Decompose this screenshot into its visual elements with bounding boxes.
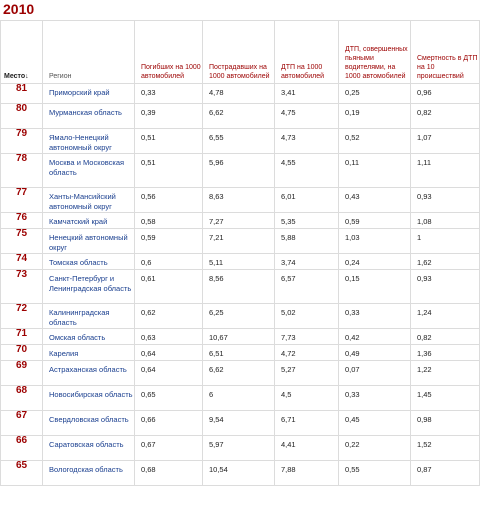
accidents-cell: 3,41 [275, 84, 339, 104]
drunk-cell: 0,45 [339, 411, 411, 436]
region-link[interactable]: Калининградская область [49, 308, 110, 327]
deaths-cell: 0,33 [135, 84, 203, 104]
region-cell [43, 188, 135, 213]
deaths-cell: 0,39 [135, 104, 203, 129]
drunk-cell: 0,55 [339, 461, 411, 486]
rank-cell: 71 [1, 329, 43, 345]
region-cell [43, 329, 135, 345]
rank-cell: 68 [1, 386, 43, 411]
deaths-cell: 0,58 [135, 213, 203, 229]
table-row [1, 411, 480, 436]
injured-cell: 6,62 [203, 104, 275, 129]
mortality-cell: 0,96 [411, 84, 480, 104]
accidents-cell: 3,74 [275, 254, 339, 270]
mortality-cell: 0,82 [411, 104, 480, 129]
region-cell [43, 254, 135, 270]
table-row [1, 254, 480, 270]
table-row [1, 461, 480, 486]
deaths-cell: 0,6 [135, 254, 203, 270]
accidents-cell: 5,27 [275, 361, 339, 386]
deaths-cell: 0,68 [135, 461, 203, 486]
accidents-cell: 6,01 [275, 188, 339, 213]
header-drunk: ДТП, совершенных пьяными водителями, на 1000 автомобилей [339, 21, 411, 84]
region-link[interactable]: Вологодская область [49, 465, 123, 474]
accidents-cell: 4,73 [275, 129, 339, 154]
deaths-cell: 0,56 [135, 188, 203, 213]
injured-cell: 7,27 [203, 213, 275, 229]
accidents-cell: 5,88 [275, 229, 339, 254]
region-cell [43, 461, 135, 486]
drunk-cell: 0,22 [339, 436, 411, 461]
injured-cell: 9,54 [203, 411, 275, 436]
rank-cell: 67 [1, 411, 43, 436]
accidents-cell: 4,55 [275, 154, 339, 188]
region-cell [43, 361, 135, 386]
table-body [1, 84, 480, 486]
accidents-cell: 5,35 [275, 213, 339, 229]
accidents-cell: 7,73 [275, 329, 339, 345]
mortality-cell: 0,87 [411, 461, 480, 486]
table-header-row [1, 21, 480, 84]
region-link[interactable]: Приморский край [49, 88, 110, 97]
mortality-cell: 0,82 [411, 329, 480, 345]
injured-cell: 8,56 [203, 270, 275, 304]
region-cell [43, 304, 135, 329]
header-rank-label[interactable]: Место [4, 73, 26, 80]
rank-cell: 74 [1, 254, 43, 270]
drunk-cell: 0,24 [339, 254, 411, 270]
region-link[interactable]: Саратовская область [49, 440, 124, 449]
mortality-cell: 1,22 [411, 361, 480, 386]
header-injured: Пострадавших на 1000 автомобилей [203, 21, 275, 84]
table-row [1, 436, 480, 461]
rank-cell: 65 [1, 461, 43, 486]
header-mortality: Смертность в ДТП на 10 происшествий [411, 21, 480, 84]
drunk-cell: 0,43 [339, 188, 411, 213]
region-link[interactable]: Карелия [49, 349, 79, 358]
drunk-cell: 0,33 [339, 386, 411, 411]
accidents-cell: 5,02 [275, 304, 339, 329]
mortality-cell: 0,98 [411, 411, 480, 436]
injured-cell: 6,51 [203, 345, 275, 361]
region-link[interactable]: Омская область [49, 333, 106, 342]
table-row [1, 129, 480, 154]
region-cell [43, 345, 135, 361]
injured-cell: 5,97 [203, 436, 275, 461]
region-cell [43, 229, 135, 254]
drunk-cell: 0,49 [339, 345, 411, 361]
rank-cell: 72 [1, 304, 43, 329]
region-link[interactable]: Санкт-Петербург и Ленинградская область [49, 274, 132, 293]
accidents-cell: 6,57 [275, 270, 339, 304]
injured-cell: 6 [203, 386, 275, 411]
deaths-cell: 0,51 [135, 154, 203, 188]
rank-cell: 80 [1, 104, 43, 129]
region-link[interactable]: Свердловская область [49, 415, 129, 424]
injured-cell: 6,62 [203, 361, 275, 386]
rank-cell: 79 [1, 129, 43, 154]
injured-cell: 7,21 [203, 229, 275, 254]
rank-cell: 78 [1, 154, 43, 188]
rank-cell: 70 [1, 345, 43, 361]
injured-cell: 10,67 [203, 329, 275, 345]
deaths-cell: 0,65 [135, 386, 203, 411]
deaths-cell: 0,64 [135, 345, 203, 361]
rank-cell: 76 [1, 213, 43, 229]
drunk-cell: 0,19 [339, 104, 411, 129]
rank-cell: 75 [1, 229, 43, 254]
mortality-cell: 1,11 [411, 154, 480, 188]
sort-arrow-icon[interactable]: ↓ [25, 73, 29, 80]
table-row [1, 361, 480, 386]
mortality-cell: 1,24 [411, 304, 480, 329]
header-region: Регион [43, 21, 135, 84]
mortality-cell: 1,08 [411, 213, 480, 229]
region-cell [43, 84, 135, 104]
mortality-cell: 1,36 [411, 345, 480, 361]
injured-cell: 4,78 [203, 84, 275, 104]
region-link[interactable]: Томская область [49, 258, 108, 267]
deaths-cell: 0,62 [135, 304, 203, 329]
accidents-cell: 4,5 [275, 386, 339, 411]
region-cell [43, 386, 135, 411]
region-link[interactable]: Ханты-Мансийский автономный округ [49, 192, 116, 211]
table-row [1, 229, 480, 254]
region-link[interactable]: Ненецкий автономный округ [49, 233, 128, 252]
deaths-cell: 0,59 [135, 229, 203, 254]
region-link[interactable]: Камчатский край [49, 217, 108, 226]
ranking-table [0, 20, 480, 486]
region-link[interactable]: Астраханская область [49, 365, 127, 374]
rank-cell: 66 [1, 436, 43, 461]
injured-cell: 5,11 [203, 254, 275, 270]
table-row [1, 84, 480, 104]
drunk-cell: 1,03 [339, 229, 411, 254]
region-cell [43, 436, 135, 461]
mortality-cell: 1 [411, 229, 480, 254]
injured-cell: 6,55 [203, 129, 275, 154]
drunk-cell: 0,59 [339, 213, 411, 229]
header-rank[interactable] [1, 21, 43, 84]
accidents-cell: 7,88 [275, 461, 339, 486]
drunk-cell: 0,52 [339, 129, 411, 154]
region-cell [43, 154, 135, 188]
injured-cell: 8,63 [203, 188, 275, 213]
drunk-cell: 0,11 [339, 154, 411, 188]
drunk-cell: 0,42 [339, 329, 411, 345]
injured-cell: 6,25 [203, 304, 275, 329]
drunk-cell: 0,33 [339, 304, 411, 329]
drunk-cell: 0,07 [339, 361, 411, 386]
region-link[interactable]: Новосибирская область [49, 390, 133, 399]
mortality-cell: 1,45 [411, 386, 480, 411]
rank-cell: 77 [1, 188, 43, 213]
accidents-cell: 4,75 [275, 104, 339, 129]
deaths-cell: 0,67 [135, 436, 203, 461]
deaths-cell: 0,61 [135, 270, 203, 304]
drunk-cell: 0,15 [339, 270, 411, 304]
region-link[interactable]: Мурманская область [49, 108, 122, 117]
deaths-cell: 0,66 [135, 411, 203, 436]
mortality-cell: 1,52 [411, 436, 480, 461]
drunk-cell: 0,25 [339, 84, 411, 104]
header-accidents: ДТП на 1000 автомобилей [275, 21, 339, 84]
mortality-cell: 1,07 [411, 129, 480, 154]
region-link[interactable]: Ямало-Ненецкий автономный округ [49, 133, 112, 152]
table-row [1, 154, 480, 188]
mortality-cell: 1,62 [411, 254, 480, 270]
injured-cell: 10,54 [203, 461, 275, 486]
accidents-cell: 4,72 [275, 345, 339, 361]
region-cell [43, 213, 135, 229]
mortality-cell: 0,93 [411, 188, 480, 213]
region-cell [43, 129, 135, 154]
rank-cell: 69 [1, 361, 43, 386]
accidents-cell: 4,41 [275, 436, 339, 461]
table-row [1, 104, 480, 129]
accidents-cell: 6,71 [275, 411, 339, 436]
table-row [1, 386, 480, 411]
region-cell [43, 411, 135, 436]
injured-cell: 5,96 [203, 154, 275, 188]
mortality-cell: 0,93 [411, 270, 480, 304]
table-row [1, 188, 480, 213]
table-row [1, 345, 480, 361]
deaths-cell: 0,64 [135, 361, 203, 386]
table-row [1, 304, 480, 329]
table-row [1, 213, 480, 229]
rank-cell: 81 [1, 84, 43, 104]
region-cell [43, 104, 135, 129]
year-heading: 2010 [3, 1, 35, 17]
rank-cell: 73 [1, 270, 43, 304]
table-row [1, 329, 480, 345]
header-deaths: Погибших на 1000 автомобилей [135, 21, 203, 84]
table-row [1, 270, 480, 304]
deaths-cell: 0,51 [135, 129, 203, 154]
region-link[interactable]: Москва и Московская область [49, 158, 125, 177]
region-cell [43, 270, 135, 304]
deaths-cell: 0,63 [135, 329, 203, 345]
